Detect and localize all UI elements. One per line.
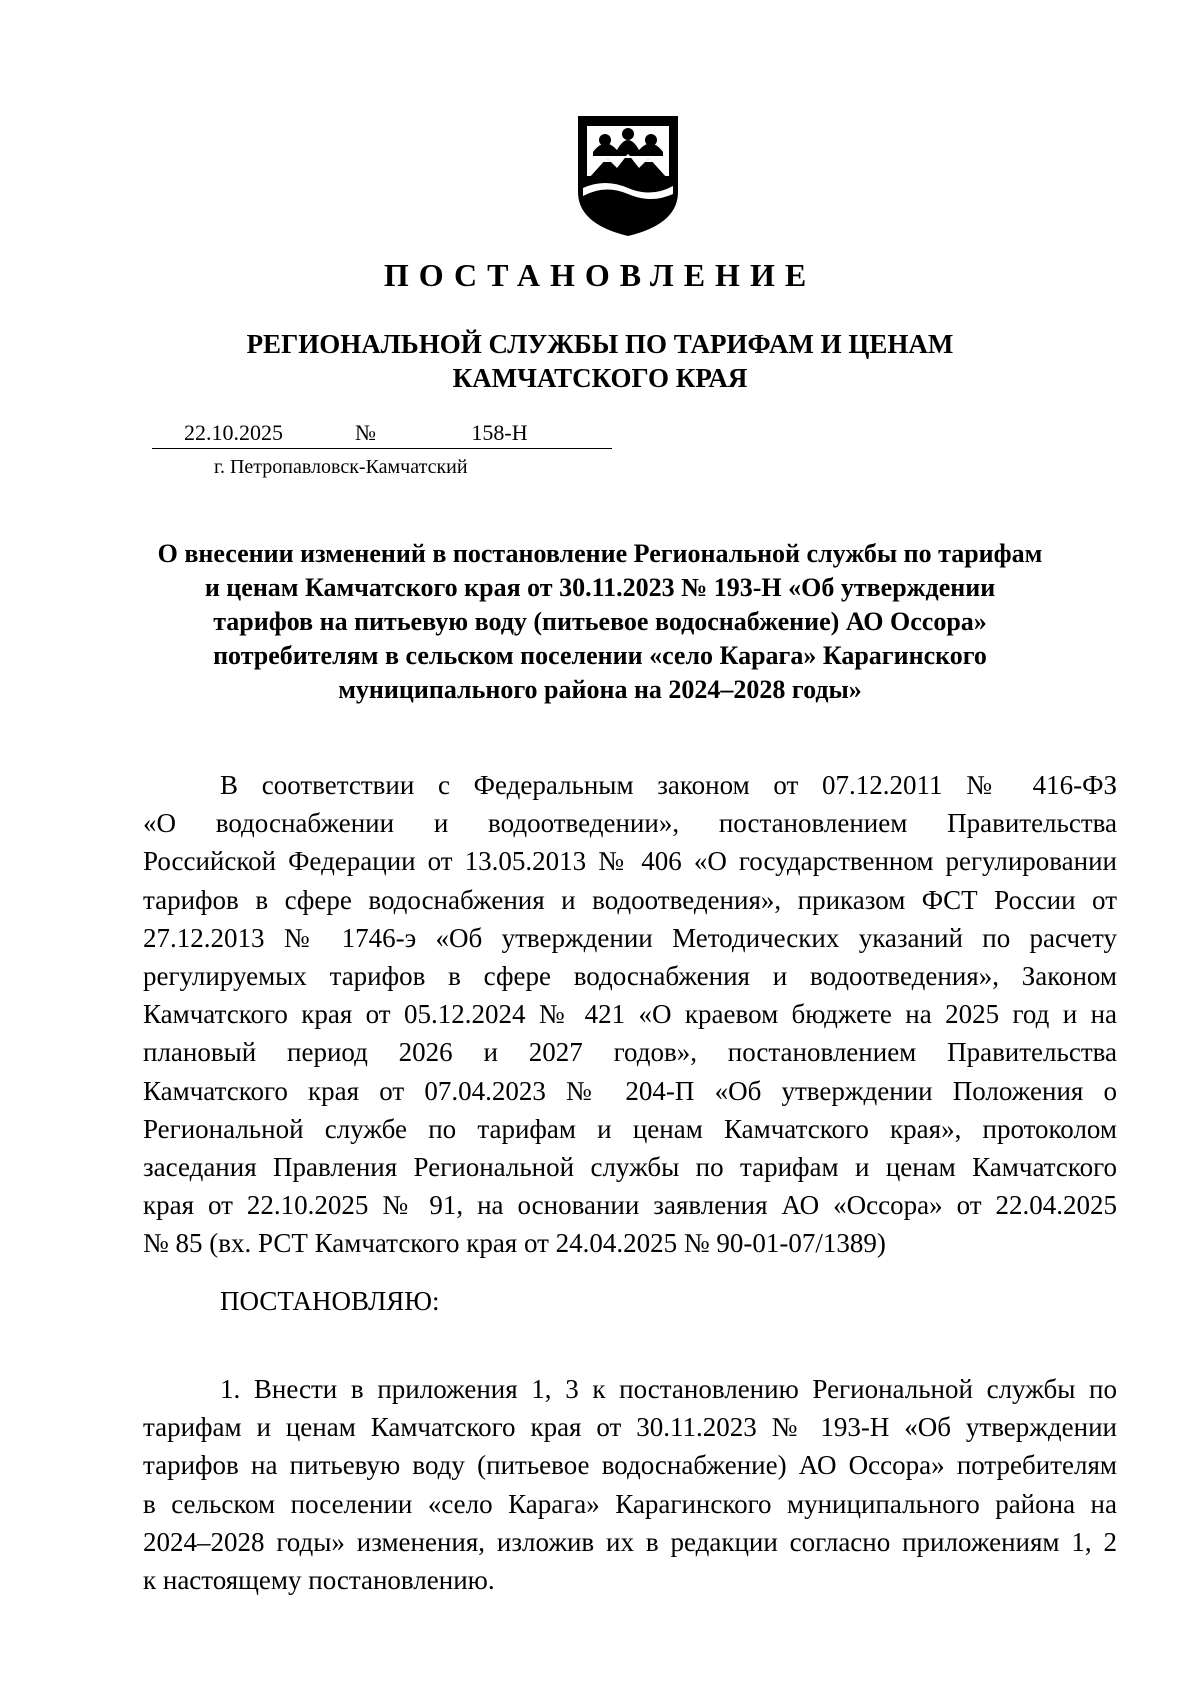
date-number-row	[152, 418, 612, 450]
preamble-line: плановый период 2026 и 2027 годов», постановлением Правительства	[143, 1037, 1117, 1068]
authority-line: РЕГИОНАЛЬНОЙ СЛУЖБЫ ПО ТАРИФАМ И ЦЕНАМ	[246, 329, 954, 359]
item-line: 2024–2028 годы» изменения, изложив их в редакции согласно приложениям 1, 2	[143, 1526, 1117, 1557]
preamble-line: Камчатского края от 05.12.2024 № 421 «О краевом бюджете на 2025 год и на	[143, 999, 1117, 1030]
preamble-line: «О водоснабжении и водоотведении», постановлением Правительства	[143, 808, 1117, 839]
kamchatka-coat-of-arms-icon	[575, 112, 681, 238]
preamble-paragraph	[143, 766, 1117, 1262]
item-line: тарифов на питьевую воду (питьевое водоснабжение) АО Оссора» потребителям	[143, 1450, 1117, 1481]
preamble-line: края от 22.10.2025 № 91, на основании заявления АО «Оссора» от 22.04.2025	[143, 1190, 1117, 1221]
city: г. Петропавловск-Камчатский	[214, 456, 468, 478]
item-line: тарифам и ценам Камчатского края от 30.11.2023 № 193-Н «Об утверждении	[143, 1412, 1117, 1443]
preamble-line: тарифов в сфере водоснабжения и водоотведения», приказом ФСТ России от	[143, 884, 1117, 915]
preamble-line: заседания Правления Региональной службы по тарифам и ценам Камчатского	[143, 1151, 1117, 1182]
preamble-line: Российской Федерации от 13.05.2013 № 406 «О государственном регулировании	[143, 846, 1117, 877]
document-date: 22.10.2025	[152, 418, 355, 449]
preamble-line: Камчатского края от 07.04.2023 № 204-П «Об утверждении Положения о	[143, 1075, 1117, 1106]
document-type-title: ПОСТАНОВЛЕНИЕ	[383, 257, 817, 293]
item-line: к настоящему постановлению.	[143, 1564, 495, 1595]
subject-line: тарифов на питьевую воду (питьевое водоснабжение) АО Оссора»	[213, 607, 987, 636]
preamble-line: Региональной службе по тарифам и ценам Камчатского края», протоколом	[143, 1113, 1117, 1144]
number-label: №	[355, 418, 387, 449]
preamble-line: В соответствии с Федеральным законом от 07.12.2011 № 416-ФЗ	[220, 770, 1117, 800]
subject-line: потребителям в сельском поселении «село Карага» Карагинского	[213, 641, 987, 670]
authority-line: КАМЧАТСКОГО КРАЯ	[452, 363, 748, 393]
subject-line: О внесении изменений в постановление Региональной службы по тарифам	[157, 539, 1043, 568]
subject-line: и ценам Камчатского края от 30.11.2023 № 193-Н «Об утверждении	[204, 573, 996, 602]
item-line: в сельском поселении «село Карага» Карагинского муниципального района на	[143, 1488, 1117, 1519]
issuing-authority	[0, 327, 1200, 395]
decree-word: ПОСТАНОВЛЯЮ:	[220, 1286, 440, 1316]
item-line: 1. Внести в приложения 1, 3 к постановлению Региональной службы по	[220, 1374, 1117, 1404]
document-number: 158-Н	[387, 418, 612, 449]
item-1-paragraph	[143, 1370, 1117, 1599]
preamble-line: регулируемых тарифов в сфере водоснабжения и водоотведения», Законом	[143, 960, 1117, 991]
document-subject	[0, 537, 1200, 707]
preamble-line: № 85 (вх. РСТ Камчатского края от 24.04.2025 № 90-01-07/1389)	[143, 1228, 886, 1259]
subject-line: муниципального района на 2024–2028 годы»	[338, 675, 862, 704]
preamble-line: 27.12.2013 № 1746-э «Об утверждении Методических указаний по расчету	[143, 922, 1117, 953]
